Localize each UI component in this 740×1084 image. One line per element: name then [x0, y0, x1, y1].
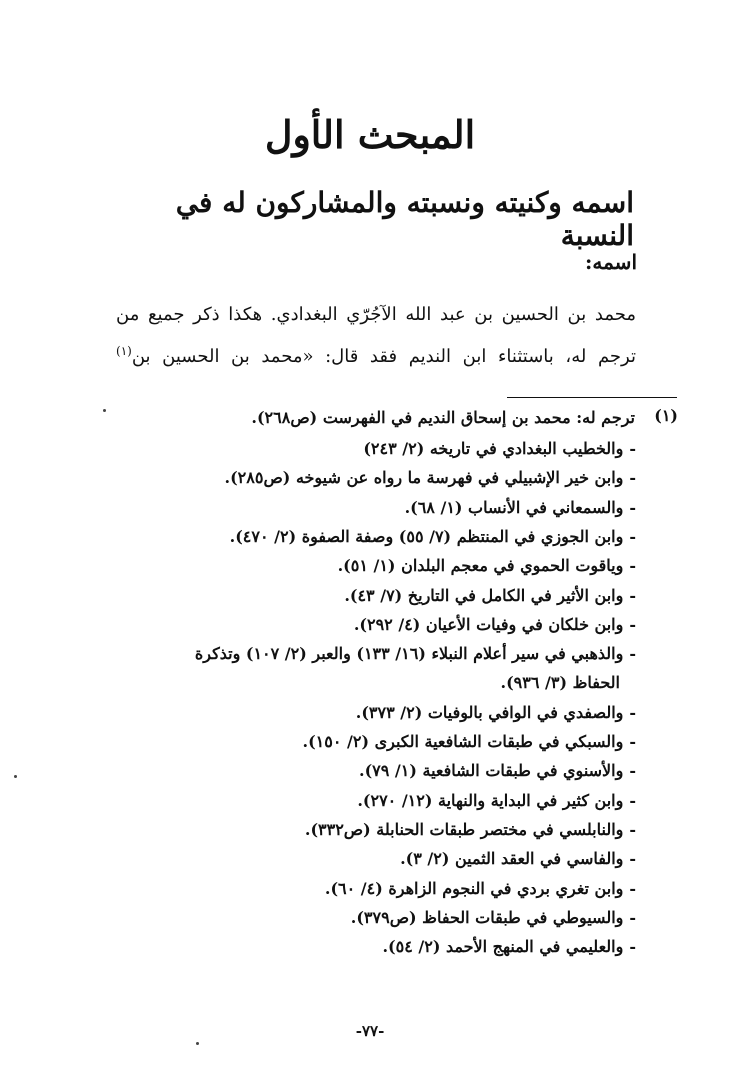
footnote-item-text: وابن الأثير في الكامل في التاريخ (٧/ ٤٣). [344, 585, 624, 605]
scan-speck [103, 409, 106, 412]
body-line-1 [116, 304, 636, 325]
footnote-item [305, 818, 636, 842]
footnote-item [359, 759, 636, 783]
footnote-item [382, 935, 636, 959]
footnote-item [325, 877, 636, 901]
footnote-item-text: وابن خير الإشبيلي في فهرسة ما رواه عن شيوخه (ص٢٨٥). [224, 468, 624, 488]
footnote-item-text: والسمعاني في الأنساب (١/ ٦٨). [404, 497, 624, 517]
footnote-item-text: والخطيب البغدادي في تاريخه (٢/ ٢٤٣) [363, 439, 624, 458]
footnote-item [338, 554, 636, 578]
list-dash: - [629, 732, 636, 751]
footnote-item [344, 584, 636, 608]
list-dash: - [629, 907, 636, 927]
list-dash: - [629, 556, 636, 576]
footnote-separator [507, 397, 677, 398]
footnote-item-text: والصفدي في الوافي بالوفيات (٢/ ٣٧٣). [355, 702, 624, 722]
footnote-item-text: والنابلسي في مختصر طبقات الحنابلة (ص٣٣٢). [304, 819, 624, 839]
footnote-item [225, 466, 636, 490]
footnote-item-text: والأسنوي في طبقات الشافعية (١/ ٧٩). [359, 761, 624, 781]
list-dash: - [629, 497, 636, 517]
footnote-item [351, 906, 636, 930]
list-dash: - [629, 468, 636, 488]
list-dash: - [629, 439, 636, 458]
list-dash: - [629, 878, 636, 898]
footnote-item-text: وابن كثير في البداية والنهاية (١٢/ ٢٧٠). [357, 790, 624, 810]
footnote-item-text: والعليمي في المنهج الأحمد (٢/ ٥٤). [382, 937, 624, 957]
list-dash: - [629, 702, 636, 722]
body-text: ترجم له، باستثناء ابن النديم فقد قال: «محمد بن الحسين بن [131, 346, 636, 367]
footnote-item [230, 525, 636, 549]
footnote-item-text: وابن خلكان في وفيات الأعيان (٤/ ٢٩٢). [353, 614, 624, 634]
section-title: اسمه وكنيته ونسبته والمشاركون له في النسبة [175, 186, 634, 252]
footnote-item [501, 671, 621, 695]
page-number: -٧٧- [355, 1022, 385, 1040]
footnote-item [354, 613, 636, 637]
body-text: محمد بن الحسين بن عبد الله الآجُرّي البغدادي. هكذا ذكر جميع من [116, 304, 636, 325]
chapter-title: المبحث الأول [264, 112, 476, 157]
body-line-2 [116, 344, 636, 367]
list-dash: - [629, 644, 636, 664]
footnote-item-text: الحفاظ (٣/ ٩٣٦). [500, 673, 620, 693]
footnote-number: (١) [654, 406, 678, 425]
footnote-item [400, 847, 636, 871]
list-dash: - [629, 849, 636, 869]
footnote-marker[interactable]: (١) [116, 344, 132, 358]
footnote-item [405, 496, 636, 520]
footnote-item-text: وابن الجوزي في المنتظم (٧/ ٥٥) وصفة الصفوة (٢/ ٤٧٠). [229, 526, 624, 546]
footnote-item [356, 701, 636, 725]
list-dash: - [629, 790, 636, 810]
footnote-item-text: والسيوطي في طبقات الحفاظ (ص٣٧٩). [350, 907, 624, 927]
list-dash: - [629, 614, 636, 634]
footnote-item-text: وياقوت الحموي في معجم البلدان (١/ ٥١). [337, 556, 624, 576]
scan-speck [196, 1042, 199, 1045]
footnote-item-text: وابن تغري بردي في النجوم الزاهرة (٤/ ٦٠). [324, 878, 624, 898]
footnote-item-text: والذهبي في سير أعلام النبلاء (١٦/ ١٣٣) والعبر (٢/ ١٠٧) وتذكرة [194, 644, 624, 664]
list-dash: - [629, 585, 636, 605]
footnote-item [357, 789, 636, 813]
footnote-item [363, 437, 636, 461]
footnote-item [195, 642, 636, 666]
list-dash: - [629, 761, 636, 781]
footnote-item-text: والفاسي في العقد الثمين (٢/ ٣). [400, 849, 624, 869]
footnote-item-text: والسبكي في طبقات الشافعية الكبرى (٢/ ١٥٠). [302, 732, 624, 751]
footnote-item [303, 730, 636, 754]
list-dash: - [629, 526, 636, 546]
list-dash: - [629, 819, 636, 839]
list-dash: - [629, 937, 636, 957]
footnote-first-line: ترجم له: محمد بن إسحاق النديم في الفهرست (ص٢٦٨). [251, 408, 635, 427]
subheading-name: اسمه: [585, 250, 637, 274]
scan-speck [14, 775, 17, 778]
